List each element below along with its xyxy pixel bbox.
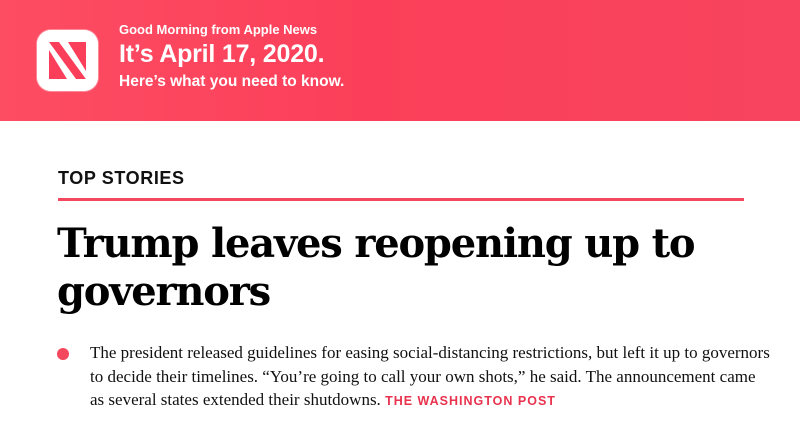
section-heading-top-stories: TOP STORIES bbox=[58, 168, 185, 188]
date-title: It’s April 17, 2020. bbox=[119, 40, 325, 68]
newsletter-header bbox=[0, 0, 800, 121]
apple-news-logo-icon bbox=[37, 30, 98, 91]
tagline-text: Here’s what you need to know. bbox=[119, 73, 345, 90]
section-divider bbox=[58, 198, 744, 201]
story-summary bbox=[90, 341, 770, 414]
story-headline[interactable]: Trump leaves reopening up to governors bbox=[57, 220, 695, 315]
story-summary-text: The president released guidelines for easing social-distancing restrictions, but left it up to governors to decide their timelines. “You’re going to call your own shots,” he said. The announcement came as several states extended their shutdowns. bbox=[90, 343, 770, 409]
story-source-link[interactable]: THE WASHINGTON POST bbox=[385, 394, 556, 408]
bullet-dot-icon bbox=[57, 348, 69, 360]
greeting-text: Good Morning from Apple News bbox=[119, 22, 318, 37]
